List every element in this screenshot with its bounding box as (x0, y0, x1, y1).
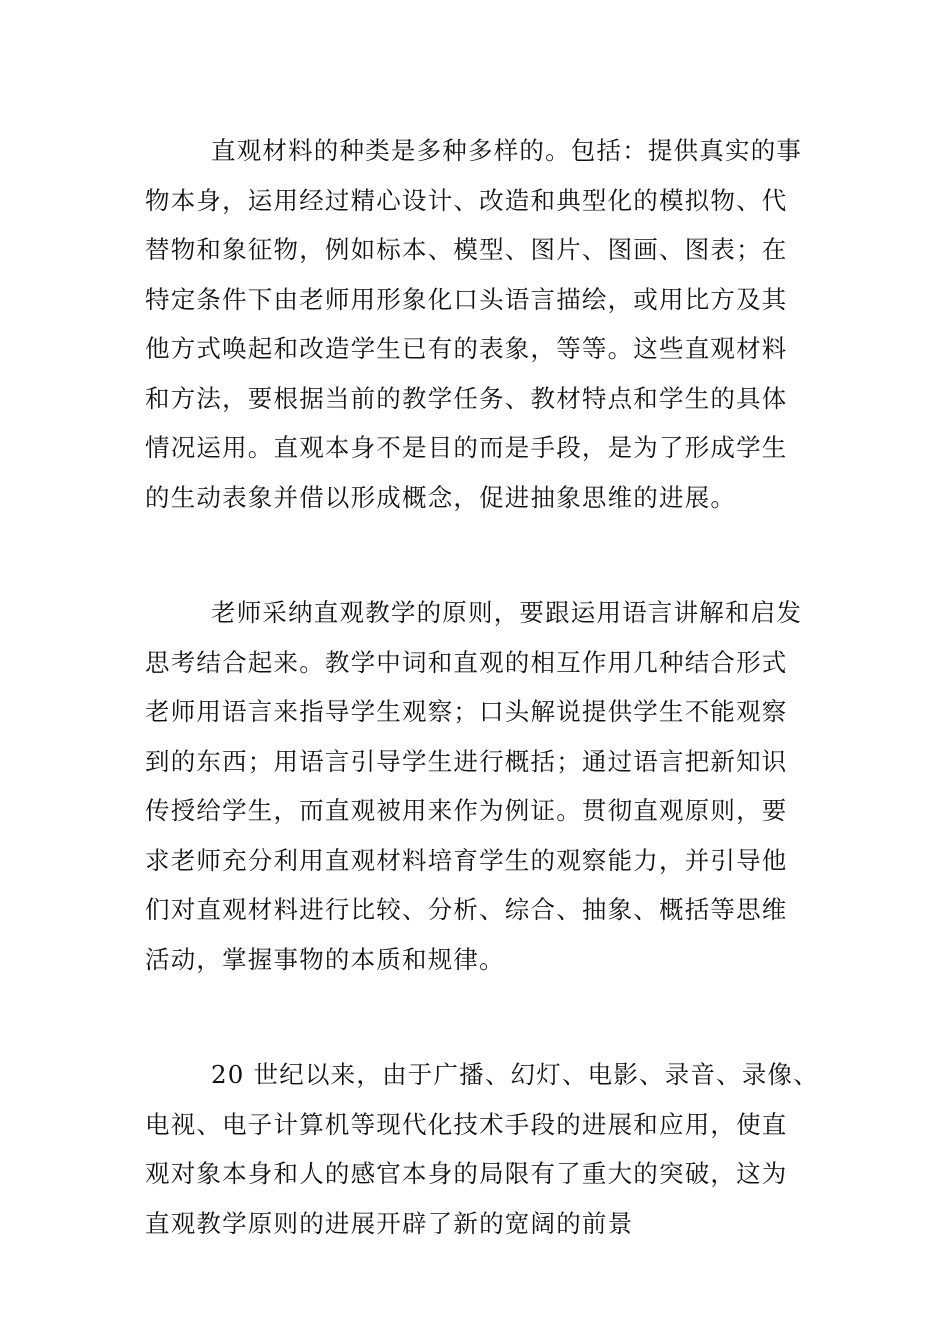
paragraph-line: 直观教学原则的进展开辟了新的宽阔的前景 (145, 1208, 634, 1238)
paragraph-line: 特定条件下由老师用形象化口头语言描绘，或用比方及其 (145, 284, 788, 314)
paragraph-line: 老师用语言来指导学生观察；口头解说提供学生不能观察 (145, 697, 788, 726)
paragraph-line: 观对象本身和人的感官本身的局限有了重大的突破，这为 (145, 1159, 788, 1188)
paragraph-line: 替物和象征物，例如标本、模型、图片、图画、图表；在 (145, 235, 788, 264)
paragraph-line: 传授给学生，而直观被用来作为例证。贯彻直观原则，要 (145, 796, 788, 825)
paragraph-line: 们对直观材料进行比较、分析、综合、抽象、概括等思维 (145, 895, 788, 924)
paragraph-line: 老师采纳直观教学的原则，要跟运用语言讲解和启发 (211, 598, 803, 627)
document-body (145, 126, 819, 1248)
paragraph-line: 他方式唤起和改造学生已有的表象，等等。这些直观材料 (145, 334, 788, 363)
paragraph-spacer (145, 984, 810, 1050)
paragraph-spacer (145, 522, 810, 588)
paragraph-line: 物本身，运用经过精心设计、改造和典型化的模拟物、代 (145, 185, 788, 215)
paragraph-line: 求老师充分利用直观材料培育学生的观察能力，并引导他 (145, 845, 788, 875)
paragraph-3 (145, 1050, 819, 1248)
paragraph-line: 思考结合起来。教学中词和直观的相互作用几种结合形式 (145, 647, 788, 677)
paragraph-line: 活动，掌握事物的本质和规律。 (145, 944, 505, 974)
paragraph-line: 和方法，要根据当前的教学任务、教材特点和学生的具体 (145, 383, 788, 413)
paragraph-line: 到的东西；用语言引导学生进行概括；通过语言把新知识 (145, 746, 788, 776)
paragraph-2 (145, 588, 810, 984)
paragraph-line: 的生动表象并借以形成概念，促进抽象思维的进展。 (145, 482, 737, 512)
paragraph-line: 直观材料的种类是多种多样的。包括：提供真实的事 (211, 136, 803, 165)
paragraph-line: 情况运用。直观本身不是目的而是手段，是为了形成学生 (145, 433, 788, 462)
paragraph-line: 电视、电子计算机等现代化技术手段的进展和应用，使直 (145, 1109, 788, 1139)
paragraph-line: 20 世纪以来，由于广播、幻灯、电影、录音、录像、 (211, 1060, 819, 1089)
paragraph-1 (145, 126, 810, 522)
